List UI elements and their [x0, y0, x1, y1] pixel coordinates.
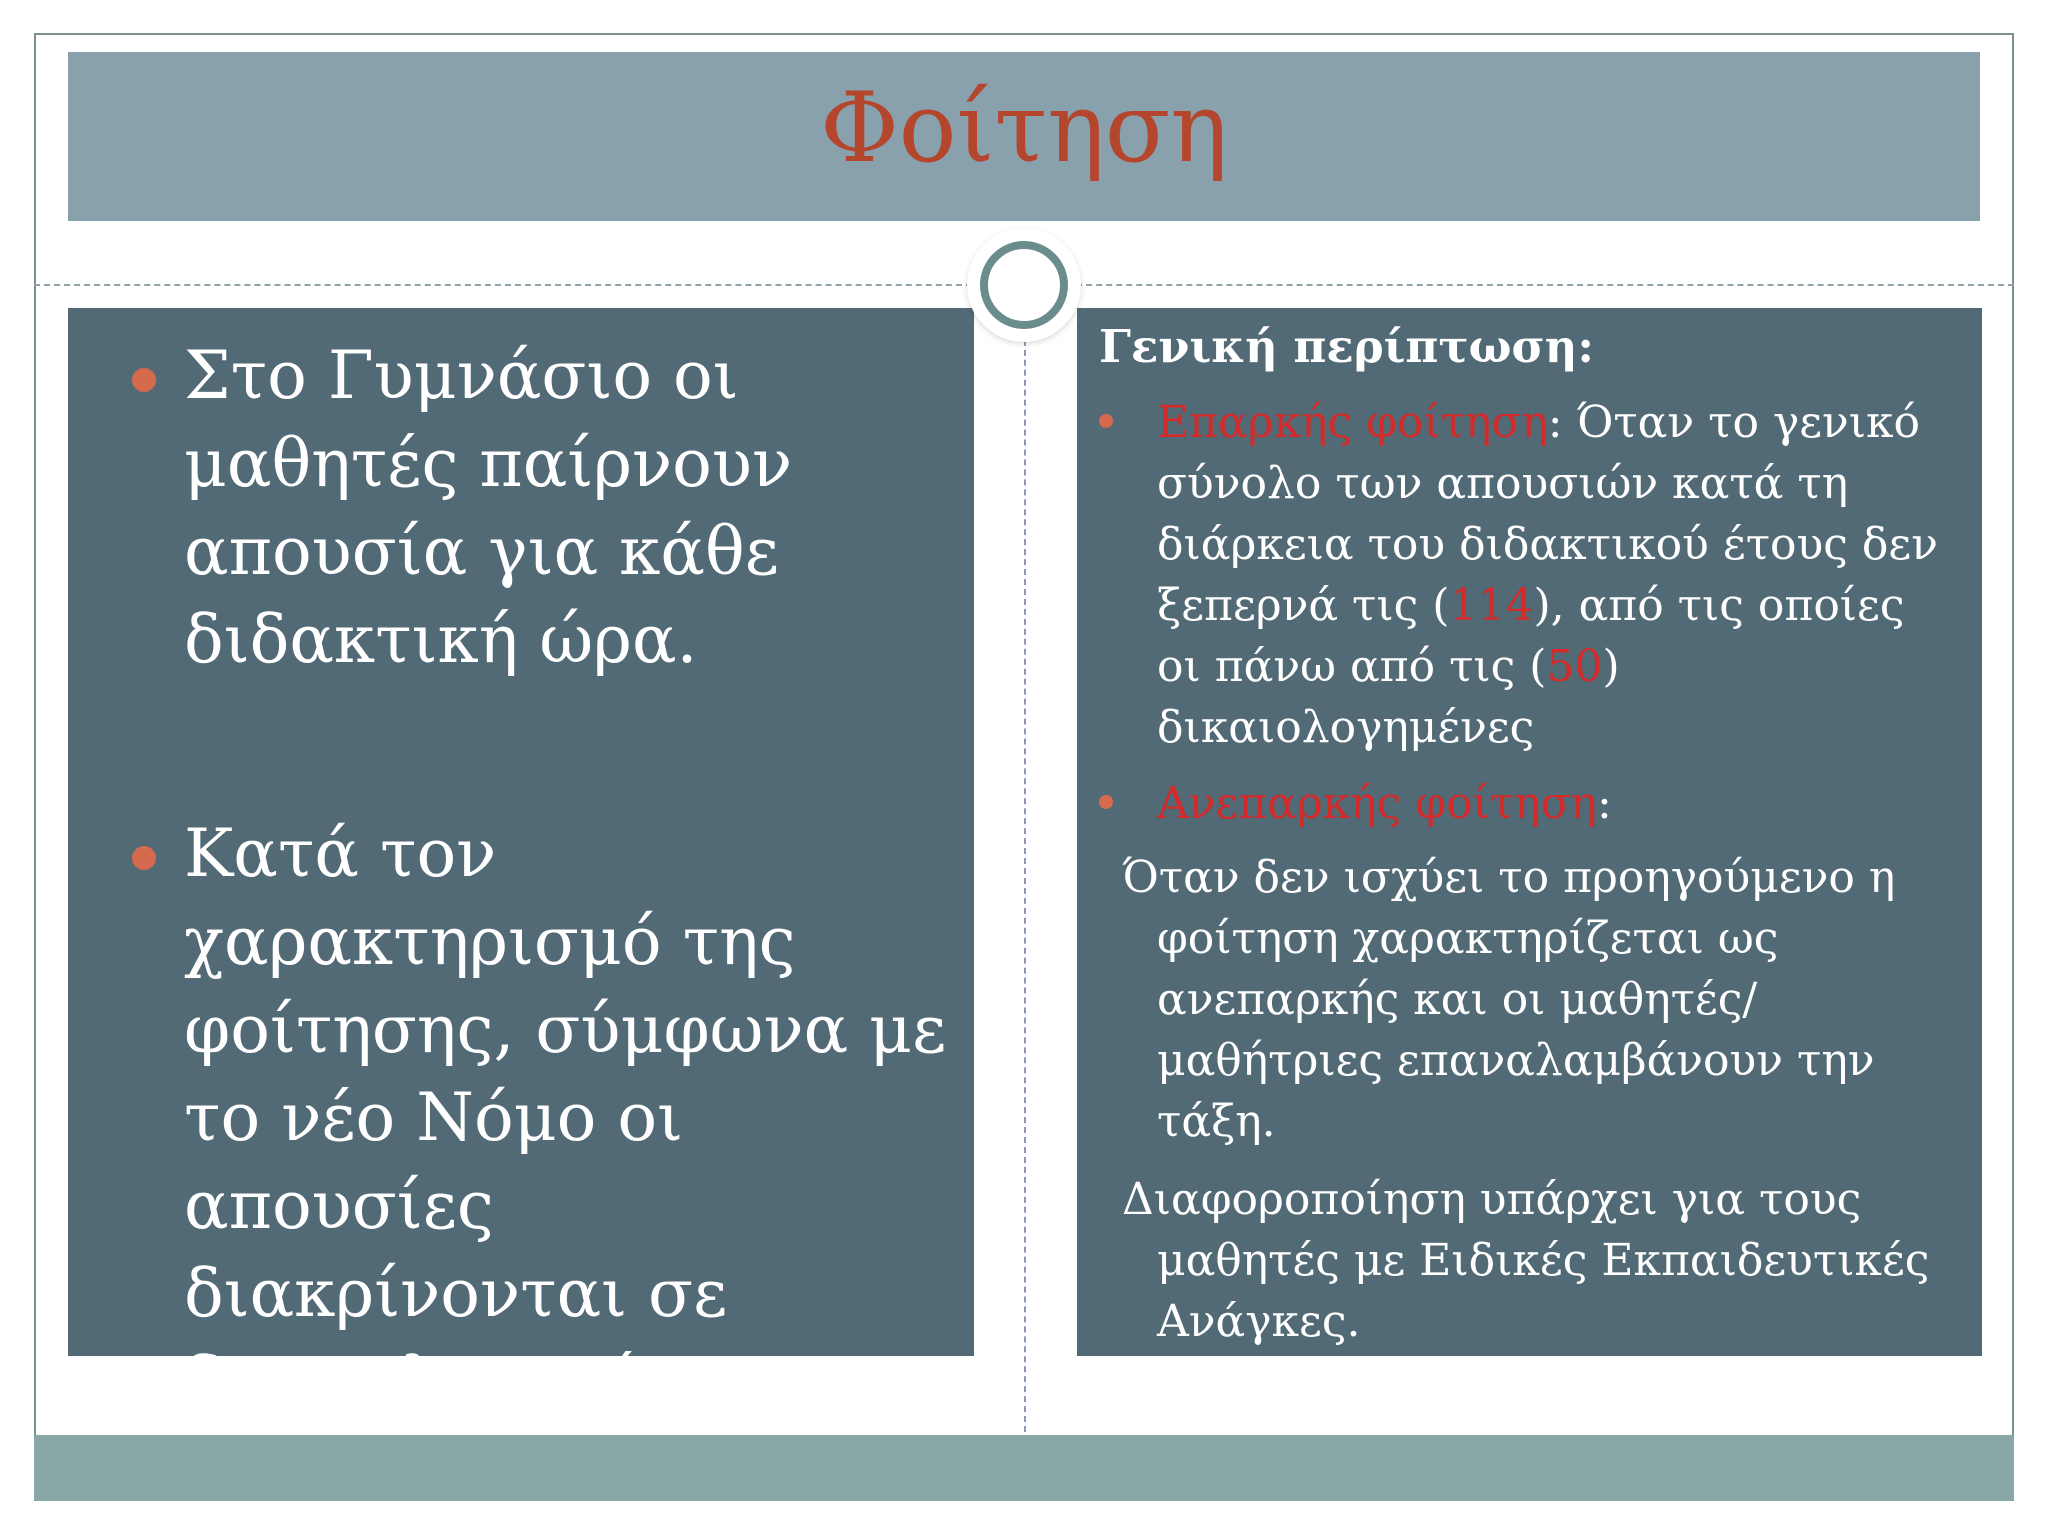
bullet-dot-icon [1099, 795, 1113, 809]
bullet-dot-icon [1099, 414, 1113, 428]
adequate-text-a: : Όταν το γενικό σύνολο των απουσιών κατά τη διάρκεια του διδακτικού έτους δεν ξεπερνά τις ( [1157, 397, 1938, 631]
left-bullet-2-text: Κατά τον χαρακτηρισμό της φοίτησης, σύμφωνα με το νέο Νόμο οι απουσίες διακρίνονται σε δικαιολογημένες και [184, 815, 947, 1420]
absence-limit-unjustified: 50 [1546, 641, 1603, 692]
left-bullet-1-text: Στο Γυμνάσιο οι μαθητές παίρνουν απουσία για κάθε διδακτική ώρα. [184, 337, 793, 678]
adequate-term: Επαρκής φοίτηση [1157, 397, 1548, 448]
title-band [68, 52, 1980, 221]
right-bullet-adequate [1157, 392, 1962, 758]
special-needs-note: Διαφοροποίηση υπάρχει για τους μαθητές με Ειδικές Εκπαιδευτικές Ανάγκες. [1122, 1174, 1930, 1347]
right-panel [1077, 308, 1982, 1356]
slide-title: Φοίτηση [820, 72, 1228, 184]
right-bullet-inadequate [1157, 773, 1962, 834]
left-bullet-1 [108, 332, 954, 684]
left-panel [68, 308, 974, 1420]
bullet-dot-icon [132, 846, 156, 870]
bullet-dot-icon [132, 368, 156, 392]
bottom-band [34, 1435, 2014, 1501]
absence-limit-total: 114 [1449, 580, 1534, 631]
inadequate-term: Ανεπαρκής φοίτηση [1157, 778, 1597, 829]
adequate-text-c: ) δικαιολογημένες [1157, 641, 1620, 753]
inadequate-description: Όταν δεν ισχύει το προηγούμενο η φοίτηση χαρακτηρίζεται ως ανεπαρκής και οι μαθητές/μαθήτριες επαναλαμβάνουν την τάξη. [1122, 852, 1896, 1147]
ring-inner [980, 241, 1068, 329]
left-bullet-2 [108, 810, 954, 1514]
vertical-divider [1024, 300, 1026, 1432]
inadequate-colon: : [1596, 778, 1612, 829]
adequate-text-b: ), από τις οποίες οι πάνω από τις ( [1157, 580, 1905, 692]
divider-ring-icon [967, 228, 1081, 342]
right-heading: Γενική περίπτωση: [1099, 320, 1594, 373]
